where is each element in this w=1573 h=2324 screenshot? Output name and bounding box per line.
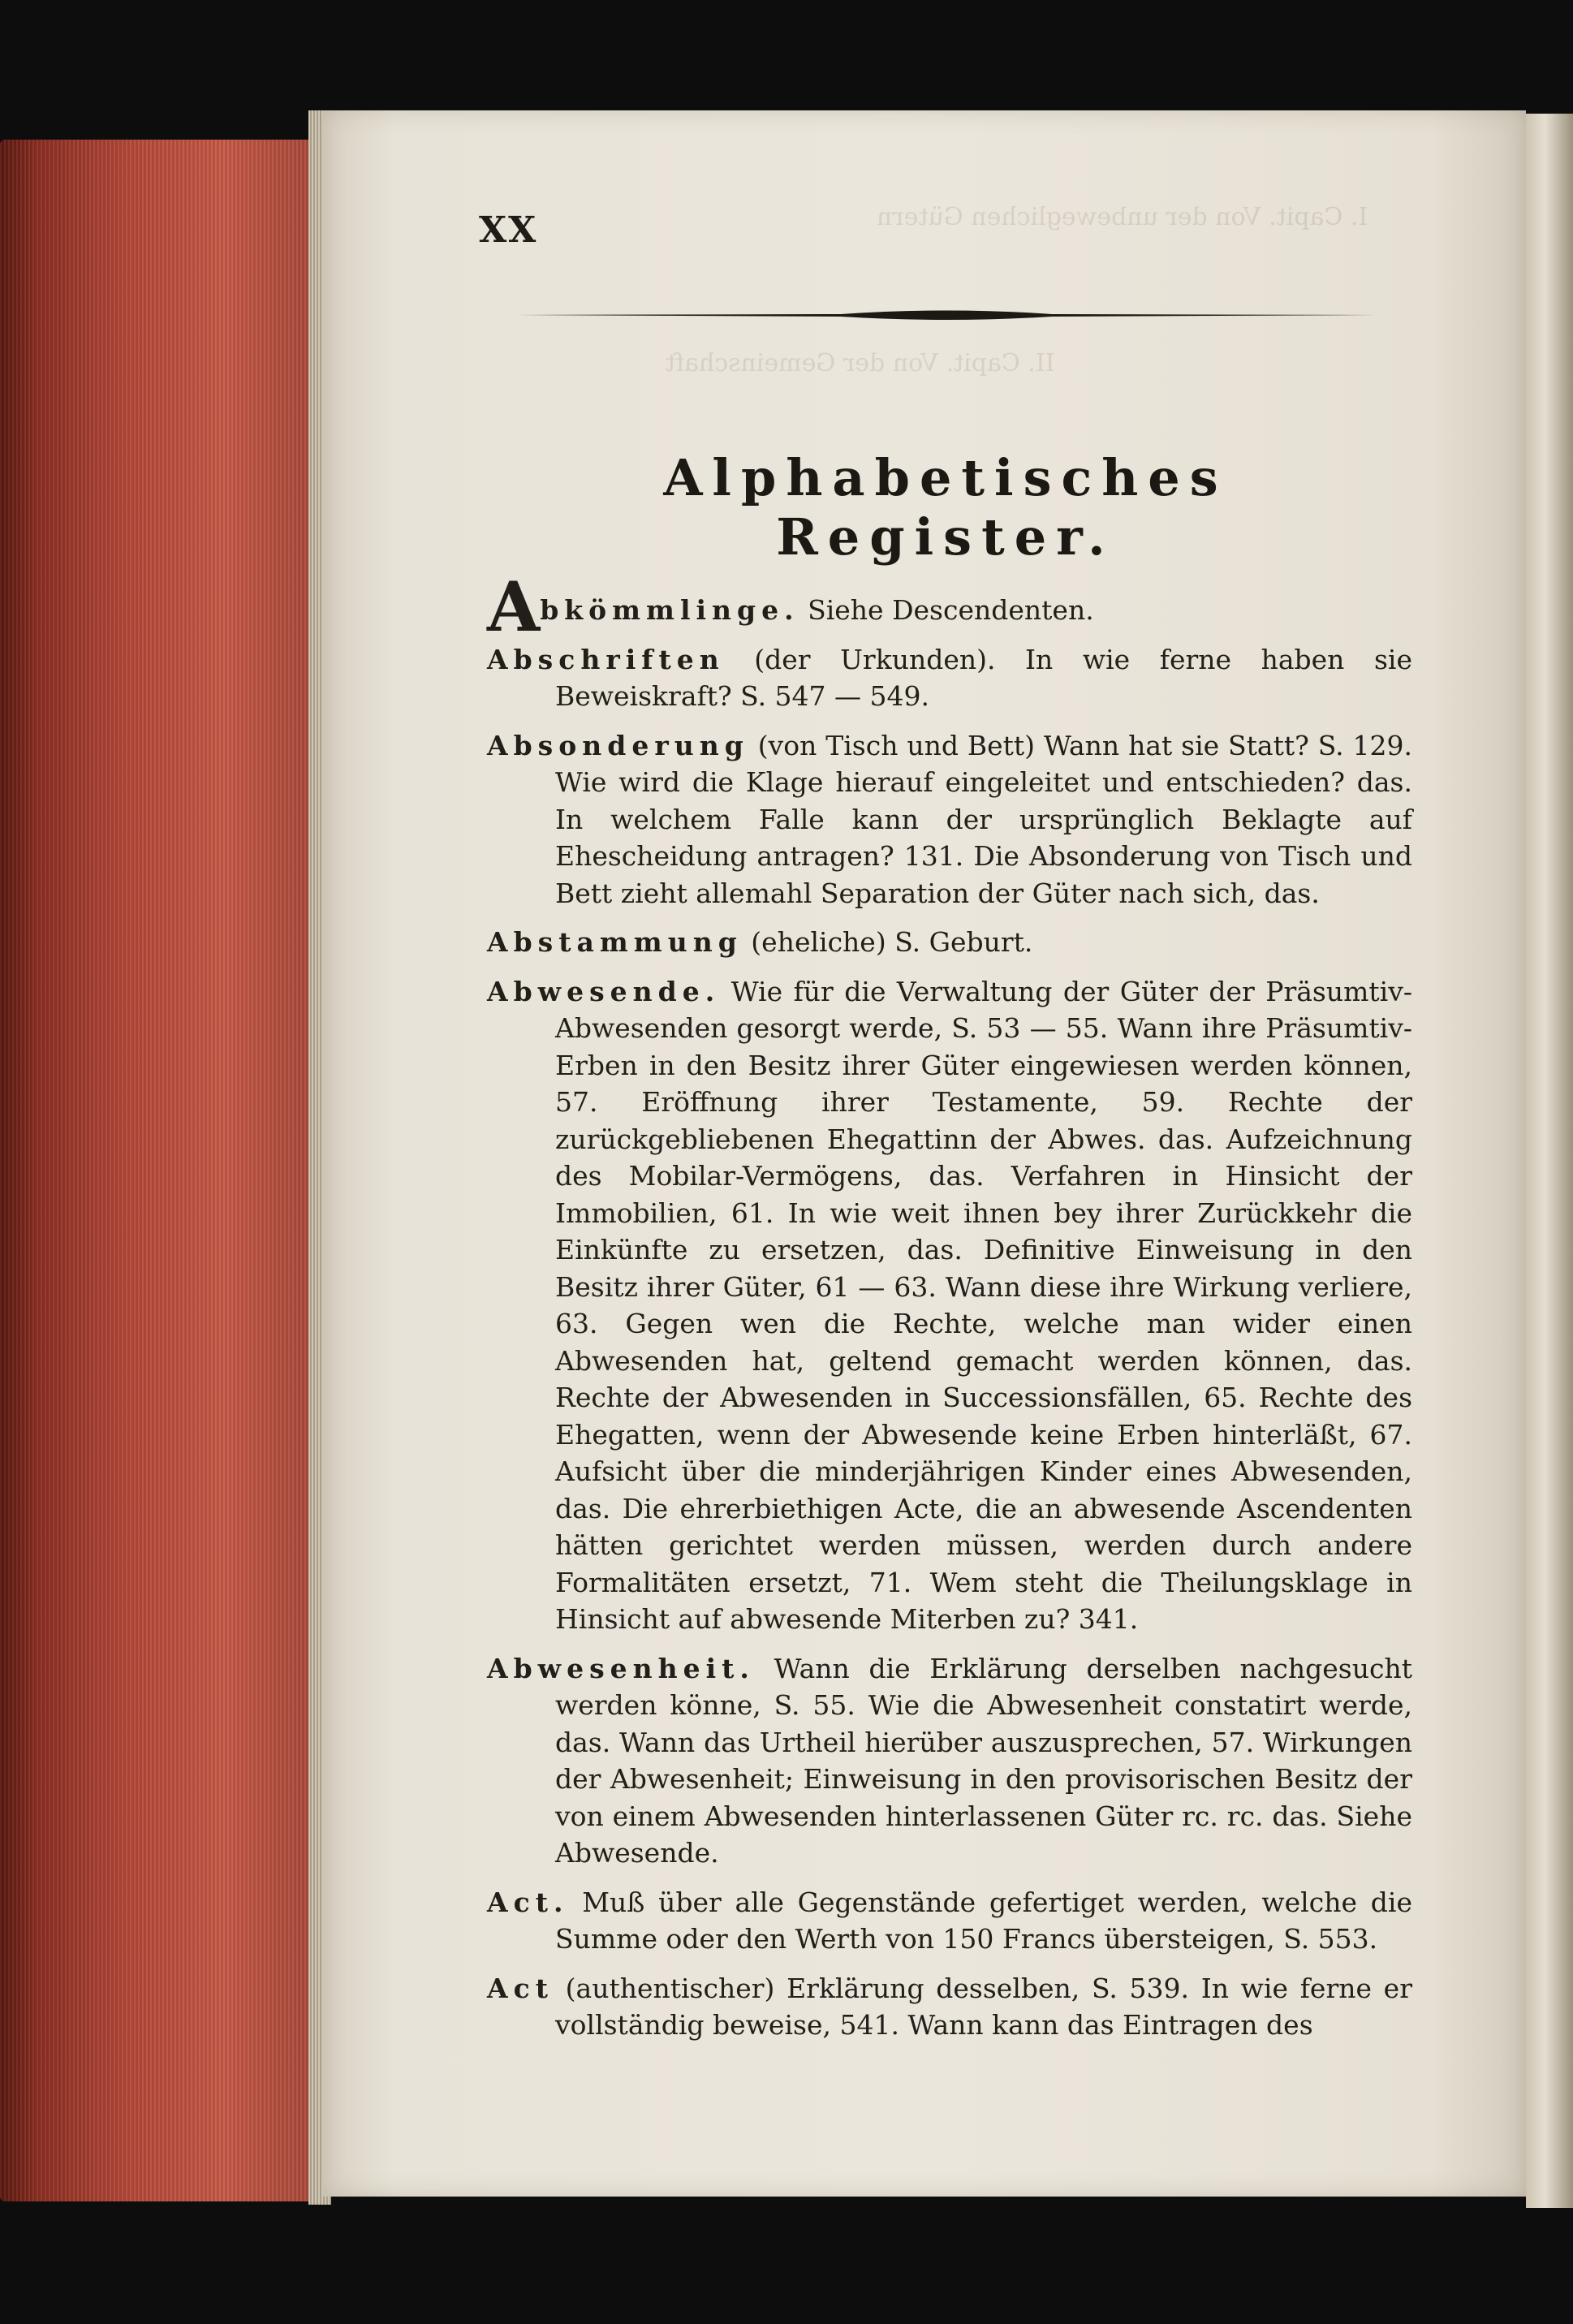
show-through-text: II. Capit. Von der Gemeinschaft bbox=[666, 349, 1055, 377]
entry-head: Abwesende. bbox=[487, 975, 721, 1007]
right-page-edge bbox=[1526, 114, 1573, 2208]
title-rule bbox=[516, 305, 1377, 325]
entry-text: (authentischer) Erklärung desselben, S. 539. In wie ferne er vollständig beweise, 541. Wann kann das Eintragen des bbox=[555, 1972, 1412, 2041]
entry-text: Wie für die Verwaltung der Güter der Präsumtiv-Abwesenden gesorgt werde, S. 53 — 55. Wann ihre Präsumtiv-Erben in den Besitz ihrer Güter eingewiesen werden können, 57. Eröffnung ihrer Testamente, 59. Rechte der zurückgebliebenen Ehegattinn der Abwes. das. Aufzeichnung des Mobilar-Vermögens, das. Verfahren in Hinsicht der Immobilien, 61. In wie weit ihnen bey ihrer Zurückkehr die Einkünfte zu ersetzen, das. Definitive Einweisung in den Besitz ihrer Güter, 61 — 63. Wann diese ihre Wirkung verliere, 63. Gegen wen die Rechte, welche man wider einen Abwesenden hat, geltend gemacht werden können, das. Rechte der Abwesenden in Successionsfällen, 65. Rechte des Ehegatten, wenn der Abwesende keine Erben hinterläßt, 67. Aufsicht über die minderjährigen Kinder eines Abwesenden, das. Die ehrerbiethigen Acte, die an abwesende Ascendenten hätten gerichtet werden müssen, werden durch andere Formalitäten ersetzt, 71. Wem steht die Theilungsklage in Hinsicht auf abwesende Miterben zu? 341. bbox=[555, 975, 1412, 1635]
page-title: Alphabetisches Register. bbox=[663, 448, 1228, 567]
entry-head: Act. bbox=[487, 1886, 569, 1918]
register-entry bbox=[487, 567, 1412, 647]
entry-head: Abschriften bbox=[487, 643, 725, 675]
drop-initial: A bbox=[487, 567, 541, 647]
page-number: XX bbox=[479, 209, 538, 251]
entry-text: (von Tisch und Bett) Wann hat sie Statt? S. 129. Wie wird die Klage hierauf eingeleitet und entschieden? das. In welchem Falle kann der ursprünglich Beklagte auf Ehescheidung antragen? 131. Die Absonderung von Tisch und Bett zieht allemahl Separation der Güter nach sich, das. bbox=[555, 729, 1412, 909]
register-entry bbox=[487, 973, 1412, 1638]
register-entry bbox=[487, 727, 1412, 912]
red-page-edges bbox=[0, 140, 321, 2201]
register-entry bbox=[487, 1970, 1412, 2044]
register-entry bbox=[487, 924, 1412, 961]
entry-text: Muß über alle Gegenstände gefertiget werden, welche die Summe oder den Werth von 150 Francs übersteigen, S. 553. bbox=[555, 1886, 1412, 1955]
entry-text: (eheliche) S. Geburt. bbox=[751, 926, 1033, 958]
register-entry bbox=[487, 1884, 1412, 1958]
entry-head: Abwesenheit. bbox=[487, 1652, 755, 1684]
entry-text: (der Urkunden). In wie ferne haben sie Beweiskraft? S. 547 — 549. bbox=[555, 643, 1412, 712]
register-entry bbox=[487, 1650, 1412, 1872]
show-through-text: I. Capit. Von der unbeweglichen Gütern bbox=[877, 203, 1368, 231]
entry-head: Abstammung bbox=[487, 926, 743, 958]
entry-head: Abkömmlinge. bbox=[487, 567, 799, 647]
entry-head: Act bbox=[487, 1972, 554, 2004]
entry-text: Siehe Descendenten. bbox=[808, 594, 1094, 626]
register-entries bbox=[487, 567, 1412, 2056]
entry-head: Absonderung bbox=[487, 729, 749, 761]
register-entry bbox=[487, 641, 1412, 715]
entry-text: Wann die Erklärung derselben nachgesucht werden könne, S. 55. Wie die Abwesenheit constatirt werde, das. Wann das Urtheil hierüber auszusprechen, 57. Wirkungen der Abwesenheit; Einweisung in den provisorischen Besitz der von einem Abwesenden hinterlassenen Güter rc. rc. das. Siehe Abwesende. bbox=[555, 1652, 1412, 1869]
